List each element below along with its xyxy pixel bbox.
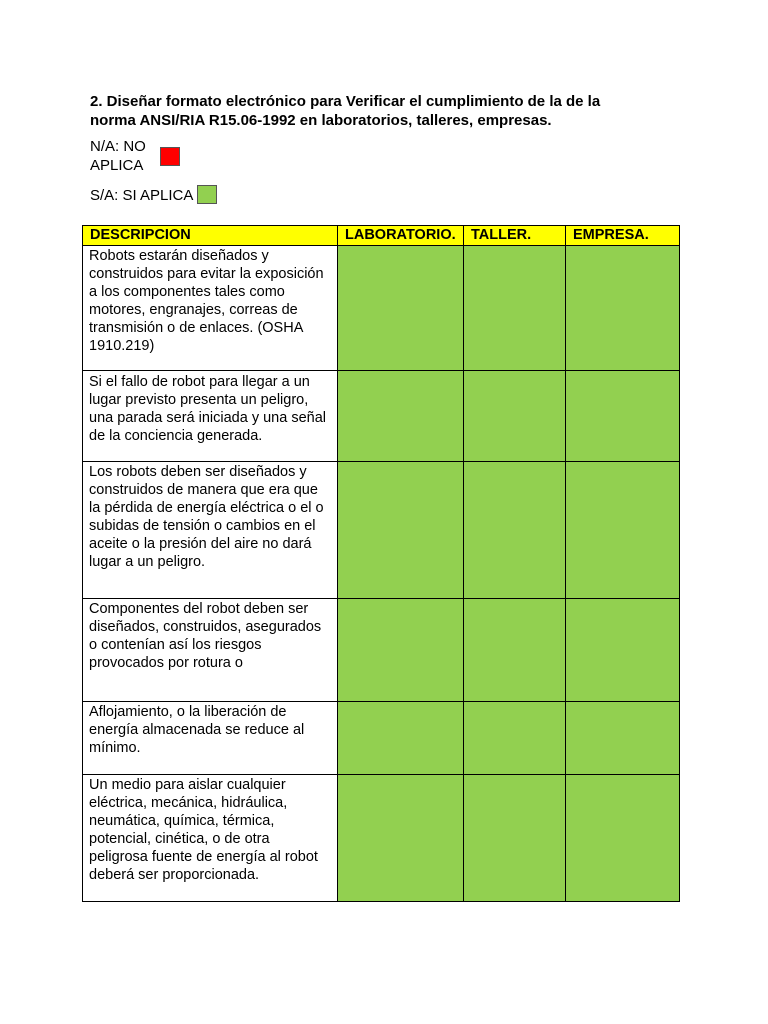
table-row <box>83 462 680 599</box>
laboratorio-cell[interactable] <box>338 599 464 702</box>
table-row <box>83 702 680 775</box>
row-description: Un medio para aislar cualquier eléctrica, mecánica, hidráulica, neumática, química, térmica, potencial, cinética, o de otra peligrosa fuente de energía al robot deberá ser proporcionada. <box>83 775 338 902</box>
empresa-cell[interactable] <box>566 246 680 371</box>
legend-na-swatch <box>160 147 180 166</box>
legend-sa-label: S/A: SI APLICA <box>90 187 194 204</box>
legend-sa-swatch <box>197 185 217 204</box>
row-description: Si el fallo de robot para llegar a un lugar previsto presenta un peligro, una parada será iniciada y una señal de la conciencia generada. <box>83 371 338 462</box>
laboratorio-cell[interactable] <box>338 702 464 775</box>
taller-cell[interactable] <box>464 462 566 599</box>
row-description: Aflojamiento, o la liberación de energía almacenada se reduce al mínimo. <box>83 702 338 775</box>
taller-cell[interactable] <box>464 702 566 775</box>
row-description: Componentes del robot deben ser diseñados, construidos, asegurados o contenían así los riesgos provocados por rotura o <box>83 599 338 702</box>
empresa-cell[interactable] <box>566 371 680 462</box>
empresa-cell[interactable] <box>566 599 680 702</box>
taller-cell[interactable] <box>464 599 566 702</box>
row-description: Robots estarán diseñados y construidos para evitar la exposición a los componentes tales como motores, engranajes, correas de transmisión o de enlaces. (OSHA 1910.219) <box>83 246 338 371</box>
taller-cell[interactable] <box>464 246 566 371</box>
empresa-cell[interactable] <box>566 775 680 902</box>
header-laboratorio: LABORATORIO. <box>338 226 464 246</box>
laboratorio-cell[interactable] <box>338 462 464 599</box>
table-row <box>83 246 680 371</box>
empresa-cell[interactable] <box>566 702 680 775</box>
legend-na-label: N/A: NO APLICA <box>90 138 146 174</box>
empresa-cell[interactable] <box>566 462 680 599</box>
header-empresa: EMPRESA. <box>566 226 680 246</box>
taller-cell[interactable] <box>464 775 566 902</box>
laboratorio-cell[interactable] <box>338 246 464 371</box>
row-description: Los robots deben ser diseñados y construidos de manera que era que la pérdida de energía eléctrica o el o subidas de tensión o cambios en el aceite o la presión del aire no dará lugar a un peligro. <box>83 462 338 599</box>
header-descripcion: DESCRIPCION <box>83 226 338 246</box>
table-row <box>83 775 680 902</box>
laboratorio-cell[interactable] <box>338 371 464 462</box>
legend-not-applicable <box>90 137 210 175</box>
header-taller: TALLER. <box>464 226 566 246</box>
laboratorio-cell[interactable] <box>338 775 464 902</box>
taller-cell[interactable] <box>464 371 566 462</box>
document-heading: 2. Diseñar formato electrónico para Verificar el cumplimiento de la de la norma ANSI/RIA R15.06-1992 en laboratorios, talleres, empresas. <box>90 93 601 129</box>
table-row <box>83 599 680 702</box>
legend-applicable <box>90 186 230 205</box>
table-header-row <box>83 226 680 246</box>
compliance-checklist-table <box>82 225 680 902</box>
table-row <box>83 371 680 462</box>
